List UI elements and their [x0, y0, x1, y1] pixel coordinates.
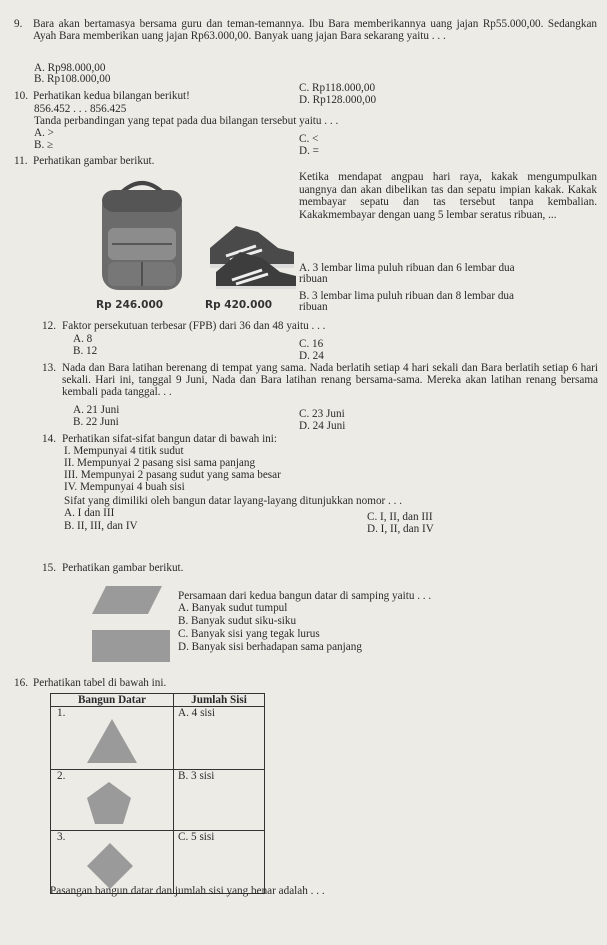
parallelogram-shape — [92, 586, 162, 614]
q9-number: 9. — [14, 18, 23, 30]
shoes-image — [206, 218, 298, 290]
table-header-sides: Jumlah Sisi — [174, 694, 265, 707]
q14-question: Sifat yang dimiliki oleh bangun datar layang-layang ditunjukkan nomor . . . — [64, 495, 403, 507]
q14-prompt: Perhatikan sifat-sifat bangun datar di bawah ini: — [62, 433, 277, 445]
q10-option-a: A. > — [34, 127, 54, 139]
q16-question: Pasangan bangun datar dan jumlah sisi yang benar adalah . . . — [50, 885, 325, 897]
bag-price: Rp 246.000 — [96, 299, 164, 311]
q9-question: Bara akan bertamasya bersama guru dan teman-temannya. Ibu Bara memberikannya uang jajan Rp55.000,00. Sedangkan Ayah Bara memberikan uang jajan Rp63.000,00. Banyak uang jajan Bara sekarang yaitu . . . — [33, 18, 597, 42]
q9-option-a: A. Rp98.000,00 — [34, 62, 106, 74]
q10-numbers: 856.452 . . . 856.425 — [34, 103, 127, 115]
table-row — [51, 707, 265, 770]
q15-option-b: B. Banyak sudut siku-siku — [178, 615, 297, 627]
backpack-image — [92, 178, 192, 296]
q13-option-b: B. 22 Juni — [73, 416, 119, 428]
q11-option-a: A. 3 lembar lima puluh ribuan dan 6 lembar dua — [299, 262, 515, 274]
table-header-shape: Bangun Datar — [51, 694, 174, 707]
q14-number: 14. — [42, 433, 56, 445]
q16-number: 16. — [14, 677, 28, 689]
pentagon-shape — [85, 780, 133, 826]
row-1-label: 1. — [57, 707, 66, 719]
table-cell-shape-1 — [51, 707, 174, 770]
q10-option-b: B. ≥ — [34, 139, 54, 151]
q13-option-d: D. 24 Juni — [299, 420, 346, 432]
q12-option-a: A. 8 — [73, 333, 93, 345]
q15-option-d: D. Banyak sisi berhadapan sama panjang — [178, 641, 362, 653]
q9-option-c: C. Rp118.000,00 — [299, 82, 376, 94]
table-header-row — [51, 694, 265, 707]
q14-item-3: III. Mempunyai 2 pasang sudut yang sama besar — [64, 469, 281, 481]
q10-question: Tanda perbandingan yang tepat pada dua bilangan tersebut yaitu . . . — [34, 115, 339, 127]
q10-number: 10. — [14, 90, 28, 102]
q13-option-c: C. 23 Juni — [299, 408, 345, 420]
q12-option-b: B. 12 — [73, 345, 98, 357]
q16-prompt: Perhatikan tabel di bawah ini. — [33, 677, 167, 689]
q11-description: Ketika mendapat angpau hari raya, kakak mengumpulkan uangnya dan akan dibelikan tas dan sepatu impian kakak. Kakak membayar sepatu dan tas tersebut tanpa kembalian. Kakakmembayar dengan uang 5 lembar seratus ribuan, ... — [299, 171, 597, 221]
q14-option-b: B. II, III, dan IV — [64, 520, 138, 532]
q11-prompt: Perhatikan gambar berikut. — [33, 155, 155, 167]
q13-question: Nada dan Bara latihan berenang di tempat yang sama. Nada berlatih setiap 4 hari sekali dan Bara berlatih setiap 6 hari sekali. Hari ini, tanggal 9 Juni, Nada dan Bara latihan renang bersama-sama. Mereka akan latihan renang bersama kembali pada tanggal. . . — [62, 362, 598, 398]
table-row — [51, 770, 265, 831]
q11-option-a-cont: ribuan — [299, 273, 328, 285]
row-3-label: 3. — [57, 831, 66, 843]
row-2-label: 2. — [57, 770, 66, 782]
table-cell-sides-3: C. 5 sisi — [174, 831, 265, 894]
shapes-table — [50, 693, 265, 894]
q10-option-d: D. = — [299, 145, 319, 157]
q11-number: 11. — [14, 155, 28, 167]
rectangle-shape — [92, 630, 170, 662]
q11-option-b-cont: ribuan — [299, 301, 328, 313]
q9-option-b: B. Rp108.000,00 — [34, 73, 111, 85]
q12-question: Faktor persekutuan terbesar (FPB) dari 36 dan 48 yaitu . . . — [62, 320, 326, 332]
q13-number: 13. — [42, 362, 56, 374]
q12-option-c: C. 16 — [299, 338, 324, 350]
q15-question: Persamaan dari kedua bangun datar di samping yaitu . . . — [178, 590, 432, 602]
table-cell-shape-2 — [51, 770, 174, 831]
q12-option-d: D. 24 — [299, 350, 324, 362]
q15-number: 15. — [42, 562, 56, 574]
q14-item-4: IV. Mempunyai 4 buah sisi — [64, 481, 185, 493]
q11-option-b: B. 3 lembar lima puluh ribuan dan 8 lembar dua — [299, 290, 514, 302]
q10-option-c: C. < — [299, 133, 319, 145]
q14-item-2: II. Mempunyai 2 pasang sisi sama panjang — [64, 457, 256, 469]
rhombus-shape — [85, 841, 135, 891]
q9-option-d: D. Rp128.000,00 — [299, 94, 377, 106]
q14-option-d: D. I, II, dan IV — [367, 523, 434, 535]
q15-option-c: C. Banyak sisi yang tegak lurus — [178, 628, 320, 640]
q14-option-a: A. I dan III — [64, 507, 115, 519]
q15-prompt: Perhatikan gambar berikut. — [62, 562, 184, 574]
table-cell-sides-1: A. 4 sisi — [174, 707, 265, 770]
q14-option-c: C. I, II, dan III — [367, 511, 433, 523]
triangle-shape — [85, 717, 139, 765]
q14-item-1: I. Mempunyai 4 titik sudut — [64, 445, 184, 457]
shoe-price: Rp 420.000 — [205, 299, 273, 311]
q12-number: 12. — [42, 320, 56, 332]
q15-option-a: A. Banyak sudut tumpul — [178, 602, 288, 614]
table-cell-sides-2: B. 3 sisi — [174, 770, 265, 831]
q10-prompt: Perhatikan kedua bilangan berikut! — [33, 90, 190, 102]
q13-option-a: A. 21 Juni — [73, 404, 120, 416]
